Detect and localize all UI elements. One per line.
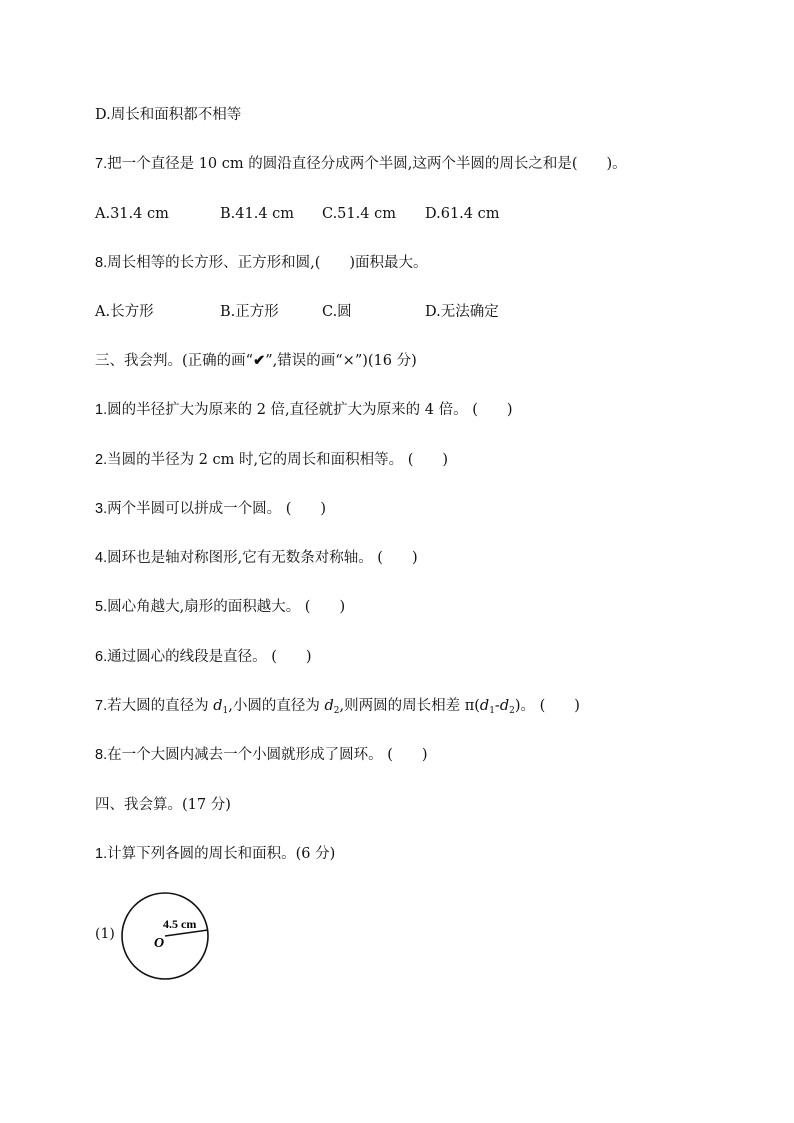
question-text-a: 若大圆的直径为 (107, 698, 214, 714)
question-text: 周长相等的长方形、正方形和圆,( )面积最大。 (107, 255, 428, 271)
question-number: 8. (95, 747, 108, 763)
variable-d: d (479, 698, 490, 714)
question-number: 8. (95, 255, 108, 271)
question-number: 7. (95, 156, 108, 172)
question-text-b: ,小圆的直径为 (228, 698, 325, 714)
judge-item-3 (95, 499, 326, 519)
subscript: 1 (222, 706, 229, 716)
heading-text-start: 三、我会判。(正确的画“ (95, 353, 254, 369)
question-text: 当圆的半径为 2 cm 时,它的周长和面积相等。 ( ) (107, 452, 449, 468)
option-d: D.61.4 cm (425, 206, 500, 222)
question-number: 7. (95, 698, 108, 714)
variable-d: d (324, 698, 334, 714)
question-text: 通过圆心的线段是直径。 ( ) (107, 649, 312, 665)
circle-diagram (95, 890, 225, 990)
option-d: D.无法确定 (425, 304, 499, 320)
judge-item-2 (95, 450, 448, 470)
question-8 (95, 253, 428, 273)
q6-option-d: D.周长和面积都不相等 (95, 107, 242, 123)
question-text: 圆心角越大,扇形的面积越大。 ( ) (107, 599, 346, 615)
judge-item-8 (95, 745, 428, 765)
figure-label: (1) (95, 926, 115, 942)
option-c: C.51.4 cm (322, 206, 396, 222)
judge-item-5 (95, 597, 345, 617)
center-label: O (154, 936, 165, 951)
question-text-c: ,则两圆的周长相差 π( (339, 698, 480, 714)
check-mark-icon: ✔ (253, 352, 266, 369)
section-3-heading (95, 351, 417, 371)
question-text: 圆环也是轴对称图形,它有无数条对称轴。 ( ) (107, 550, 418, 566)
question-text: 两个半圆可以拼成一个圆。 ( ) (107, 501, 327, 517)
option-b: B.41.4 cm (220, 206, 295, 222)
minus-sign: - (494, 698, 500, 714)
judge-item-4 (95, 548, 418, 568)
question-number: 5. (95, 599, 108, 615)
question-text: 圆的半径扩大为原来的 2 倍,直径就扩大为原来的 4 倍。 ( ) (107, 402, 513, 418)
judge-item-7 (95, 696, 580, 716)
heading-text-end: ”,错误的画“×”)(16 分) (265, 353, 417, 369)
question-text-d: )。 ( ) (514, 698, 580, 714)
question-text: 把一个直径是 10 cm 的圆沿直径分成两个半圆,这两个半圆的周长之和是( )。 (107, 156, 627, 172)
variable-d: d (499, 698, 510, 714)
question-number: 1. (95, 846, 108, 862)
variable-d: d (213, 698, 223, 714)
judge-item-6 (95, 647, 312, 667)
question-number: 6. (95, 649, 108, 665)
option-a: A.31.4 cm (95, 206, 169, 222)
question-number: 3. (95, 501, 108, 517)
subscript: 1 (489, 706, 495, 716)
subscript: 2 (333, 706, 340, 716)
subscript: 2 (509, 706, 515, 716)
question-7 (95, 154, 627, 174)
circle-figure (95, 890, 225, 990)
option-c: C.圆 (322, 304, 352, 320)
judge-item-1 (95, 400, 513, 420)
section-4-heading: 四、我会算。(17 分) (95, 797, 231, 813)
question-text: 在一个大圆内减去一个小圆就形成了圆环。 ( ) (107, 747, 428, 763)
question-number: 2. (95, 452, 108, 468)
question-number: 1. (95, 402, 108, 418)
question-text: 计算下列各圆的周长和面积。(6 分) (107, 846, 336, 862)
question-number: 4. (95, 550, 108, 566)
option-a: A.长方形 (95, 304, 154, 320)
calc-question-1 (95, 844, 335, 864)
option-b: B.正方形 (220, 304, 279, 320)
radius-label: 4.5 cm (163, 917, 197, 931)
